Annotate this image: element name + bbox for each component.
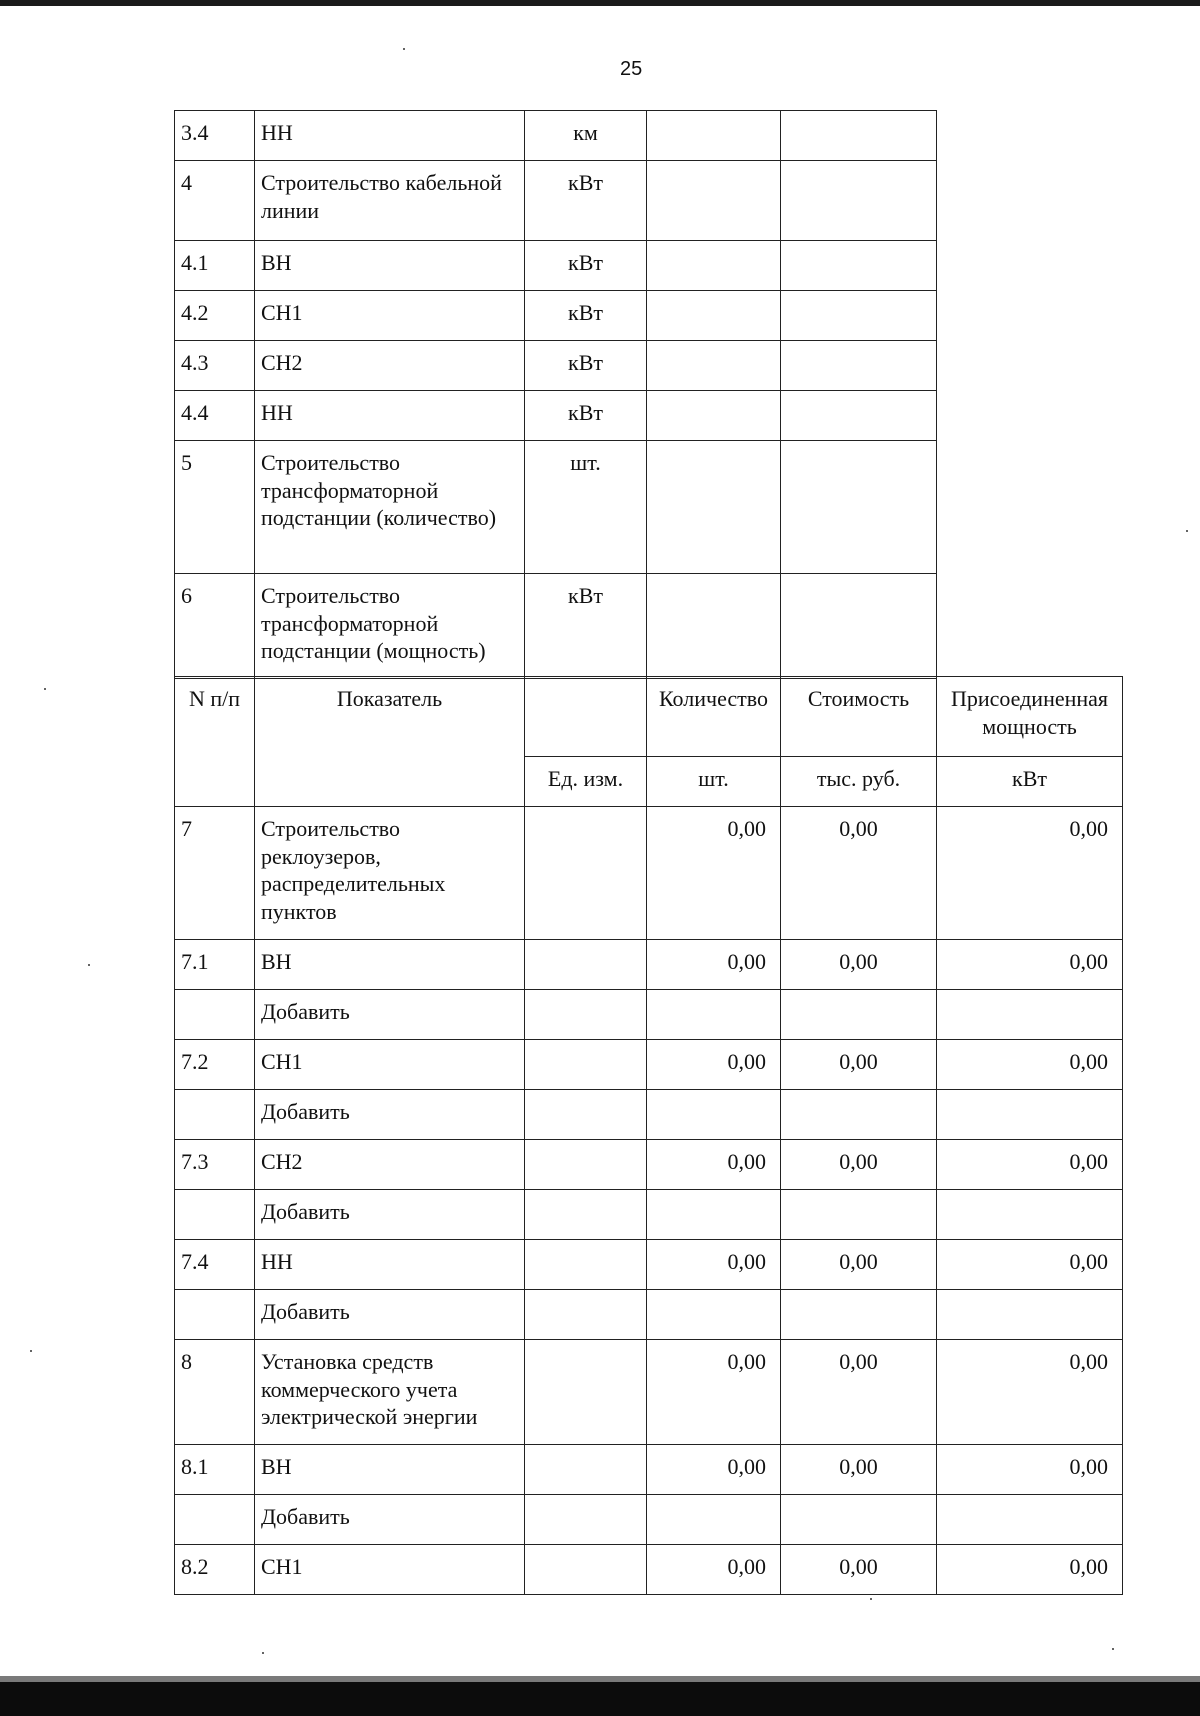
row-unit: [525, 1290, 647, 1340]
row-num: 7: [175, 807, 255, 940]
row-name: СН2: [255, 1140, 525, 1190]
table-row: [175, 1445, 1123, 1495]
scan-edge-top: [0, 0, 1200, 6]
lower-table: [174, 676, 1123, 1595]
row-num: 4.1: [175, 241, 255, 291]
row-num: 3.4: [175, 111, 255, 161]
row-empty: [647, 241, 781, 291]
row-empty: [781, 241, 937, 291]
table-header-row: [175, 677, 1123, 757]
row-power: 0,00: [937, 1445, 1123, 1495]
row-num: 4.4: [175, 391, 255, 441]
add-row: [175, 1090, 1123, 1140]
row-unit: кВт: [525, 574, 647, 679]
row-name: ВН: [255, 1445, 525, 1495]
row-quantity: 0,00: [647, 1545, 781, 1595]
row-power: [937, 1190, 1123, 1240]
row-empty: [647, 111, 781, 161]
row-empty: [647, 574, 781, 679]
table-row: [175, 391, 937, 441]
row-num: [175, 1290, 255, 1340]
row-empty: [647, 161, 781, 241]
row-name: Установка средств коммерческого учета электрической энергии: [255, 1340, 525, 1445]
row-empty: [781, 391, 937, 441]
row-unit: [525, 940, 647, 990]
row-unit: [525, 1545, 647, 1595]
row-unit: шт.: [525, 441, 647, 574]
row-empty: [781, 341, 937, 391]
row-quantity: 0,00: [647, 807, 781, 940]
row-cost: 0,00: [781, 1545, 937, 1595]
table-row: [175, 1240, 1123, 1290]
header-cost: Стоимость: [781, 677, 937, 757]
row-name: СН1: [255, 1040, 525, 1090]
row-unit: [525, 1040, 647, 1090]
add-row: [175, 1495, 1123, 1545]
row-power: 0,00: [937, 1140, 1123, 1190]
header-unit-label: Ед. изм.: [525, 757, 647, 807]
row-empty: [647, 291, 781, 341]
table-row: [175, 241, 937, 291]
row-power: 0,00: [937, 1545, 1123, 1595]
header-unit-power: кВт: [937, 757, 1123, 807]
row-name: ВН: [255, 940, 525, 990]
add-link[interactable]: Добавить: [255, 990, 525, 1040]
row-unit: [525, 1140, 647, 1190]
row-num: 4.3: [175, 341, 255, 391]
table-row: [175, 441, 937, 574]
add-link[interactable]: Добавить: [255, 1090, 525, 1140]
header-unit-cost: тыс. руб.: [781, 757, 937, 807]
row-quantity: 0,00: [647, 1040, 781, 1090]
scan-edge-bottom: [0, 1682, 1200, 1716]
row-empty: [781, 291, 937, 341]
row-quantity: [647, 990, 781, 1040]
row-power: [937, 1090, 1123, 1140]
row-name: СН2: [255, 341, 525, 391]
row-cost: 0,00: [781, 807, 937, 940]
add-row: [175, 990, 1123, 1040]
add-link[interactable]: Добавить: [255, 1190, 525, 1240]
row-num: 6: [175, 574, 255, 679]
scan-speck: [262, 1652, 264, 1654]
row-num: 4: [175, 161, 255, 241]
row-num: 8.2: [175, 1545, 255, 1595]
row-unit: кВт: [525, 341, 647, 391]
row-power: 0,00: [937, 1340, 1123, 1445]
add-row: [175, 1290, 1123, 1340]
header-unit-quantity: шт.: [647, 757, 781, 807]
row-power: 0,00: [937, 940, 1123, 990]
row-power: 0,00: [937, 1040, 1123, 1090]
row-unit: км: [525, 111, 647, 161]
row-quantity: [647, 1290, 781, 1340]
row-unit: [525, 1445, 647, 1495]
header-num: N п/п: [175, 677, 255, 807]
row-num: 8: [175, 1340, 255, 1445]
row-num: [175, 1190, 255, 1240]
row-name: Строительство трансформаторной подстанции (мощность): [255, 574, 525, 679]
scan-speck: [44, 688, 46, 690]
table-row: [175, 940, 1123, 990]
row-num: 4.2: [175, 291, 255, 341]
row-num: [175, 990, 255, 1040]
table-row: [175, 111, 937, 161]
row-cost: 0,00: [781, 1445, 937, 1495]
row-empty: [781, 111, 937, 161]
row-cost: [781, 990, 937, 1040]
row-quantity: 0,00: [647, 940, 781, 990]
row-unit: [525, 990, 647, 1040]
row-cost: 0,00: [781, 1040, 937, 1090]
row-empty: [781, 574, 937, 679]
table-row: [175, 341, 937, 391]
row-power: 0,00: [937, 1240, 1123, 1290]
table-row: [175, 1040, 1123, 1090]
row-name: Строительство кабельной линии: [255, 161, 525, 241]
row-quantity: [647, 1190, 781, 1240]
row-cost: [781, 1290, 937, 1340]
row-unit: [525, 1090, 647, 1140]
row-name: СН1: [255, 1545, 525, 1595]
row-quantity: [647, 1090, 781, 1140]
row-num: 5: [175, 441, 255, 574]
row-empty: [647, 391, 781, 441]
lower-table-body: [175, 807, 1123, 1595]
header-power: Присоединенная мощность: [937, 677, 1123, 757]
row-quantity: 0,00: [647, 1240, 781, 1290]
row-unit: [525, 1240, 647, 1290]
scan-speck: [30, 1350, 32, 1352]
row-power: [937, 1290, 1123, 1340]
row-cost: [781, 1090, 937, 1140]
scan-speck: [88, 964, 90, 966]
row-name: НН: [255, 391, 525, 441]
row-cost: 0,00: [781, 940, 937, 990]
row-name: НН: [255, 111, 525, 161]
row-empty: [781, 441, 937, 574]
row-quantity: 0,00: [647, 1445, 781, 1495]
row-name: НН: [255, 1240, 525, 1290]
page-number: 25: [620, 58, 643, 80]
row-power: [937, 1495, 1123, 1545]
row-power: 0,00: [937, 807, 1123, 940]
row-cost: [781, 1495, 937, 1545]
table-row: [175, 291, 937, 341]
add-link[interactable]: Добавить: [255, 1495, 525, 1545]
row-unit: кВт: [525, 391, 647, 441]
table-row: [175, 807, 1123, 940]
table-row: [175, 1340, 1123, 1445]
row-name: СН1: [255, 291, 525, 341]
scan-speck: [870, 1598, 872, 1600]
table-row: [175, 161, 937, 241]
scan-speck: [1112, 1648, 1114, 1650]
row-unit: [525, 807, 647, 940]
row-power: [937, 990, 1123, 1040]
row-num: [175, 1090, 255, 1140]
row-cost: 0,00: [781, 1240, 937, 1290]
scan-speck: [1186, 530, 1188, 532]
row-name: ВН: [255, 241, 525, 291]
row-num: 7.3: [175, 1140, 255, 1190]
row-unit: кВт: [525, 291, 647, 341]
row-num: 7.4: [175, 1240, 255, 1290]
row-name: Строительство трансформаторной подстанции (количество): [255, 441, 525, 574]
row-cost: [781, 1190, 937, 1240]
row-cost: 0,00: [781, 1340, 937, 1445]
row-name: Строительство реклоузеров, распределительных пунктов: [255, 807, 525, 940]
row-unit: кВт: [525, 161, 647, 241]
row-unit: [525, 1495, 647, 1545]
add-link[interactable]: Добавить: [255, 1290, 525, 1340]
row-empty: [781, 161, 937, 241]
add-row: [175, 1190, 1123, 1240]
row-quantity: 0,00: [647, 1140, 781, 1190]
table-row: [175, 1140, 1123, 1190]
row-cost: 0,00: [781, 1140, 937, 1190]
header-unit-top: [525, 677, 647, 757]
row-quantity: 0,00: [647, 1340, 781, 1445]
row-empty: [647, 441, 781, 574]
upper-table: [174, 110, 937, 679]
row-num: [175, 1495, 255, 1545]
header-indicator: Показатель: [255, 677, 525, 807]
upper-table-body: [175, 111, 937, 679]
row-empty: [647, 341, 781, 391]
row-unit: [525, 1340, 647, 1445]
table-row: [175, 1545, 1123, 1595]
row-num: 8.1: [175, 1445, 255, 1495]
row-num: 7.1: [175, 940, 255, 990]
row-num: 7.2: [175, 1040, 255, 1090]
row-unit: [525, 1190, 647, 1240]
row-unit: кВт: [525, 241, 647, 291]
scan-speck: [403, 48, 405, 50]
table-row: [175, 574, 937, 679]
row-quantity: [647, 1495, 781, 1545]
header-quantity: Количество: [647, 677, 781, 757]
